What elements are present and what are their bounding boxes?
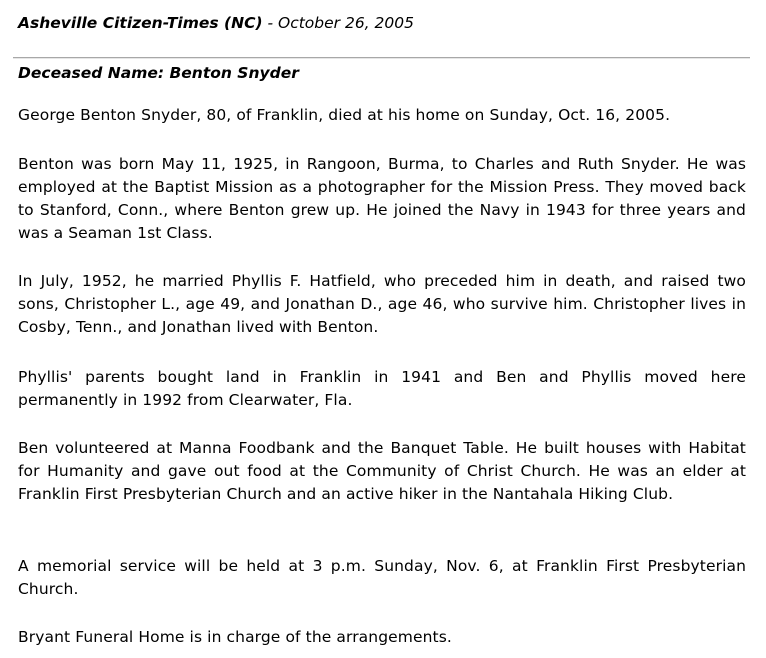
deceased-name-heading: Deceased Name: Benton Snyder xyxy=(18,64,299,82)
obituary-paragraph: George Benton Snyder, 80, of Franklin, died at his home on Sunday, Oct. 16, 2005. xyxy=(18,106,671,124)
obituary-paragraph: Bryant Funeral Home is in charge of the arrangements. xyxy=(18,628,452,646)
obituary-paragraph: Benton was born May 11, 1925, in Rangoon, Burma, to Charles and Ruth Snyder. He was employed at the Baptist Mission as a photographer for the Mission Press. They moved back to Stanford, Conn., where Benton grew up. He joined the Navy in 1943 for three years and was a Seaman 1st Class. xyxy=(18,155,746,242)
obituary-paragraph: Ben volunteered at Manna Foodbank and the Banquet Table. He built houses with Habitat for Humanity and gave out food at the Community of Christ Church. He was an elder at Franklin First Presbyterian Church and an active hiker in the Nantahala Hiking Club. xyxy=(18,439,746,503)
obituary-paragraph: In July, 1952, he married Phyllis F. Hatfield, who preceded him in death, and raised two sons, Christopher L., age 49, and Jonathan D., age 46, who survive him. Christopher lives in Cosby, Tenn., and Jonathan lived with Benton. xyxy=(18,272,746,336)
obituary-paragraph: A memorial service will be held at 3 p.m. Sunday, Nov. 6, at Franklin First Presbyterian Church. xyxy=(18,557,746,598)
publication-date: October 26, 2005 xyxy=(278,14,414,32)
newspaper-name: Asheville Citizen-Times (NC) xyxy=(18,14,263,32)
newspaper-header xyxy=(18,14,414,32)
header-divider xyxy=(13,57,750,59)
header-separator: - xyxy=(262,14,278,32)
obituary-paragraph: Phyllis' parents bought land in Franklin in 1941 and Ben and Phyllis moved here permanently in 1992 from Clearwater, Fla. xyxy=(18,368,746,409)
